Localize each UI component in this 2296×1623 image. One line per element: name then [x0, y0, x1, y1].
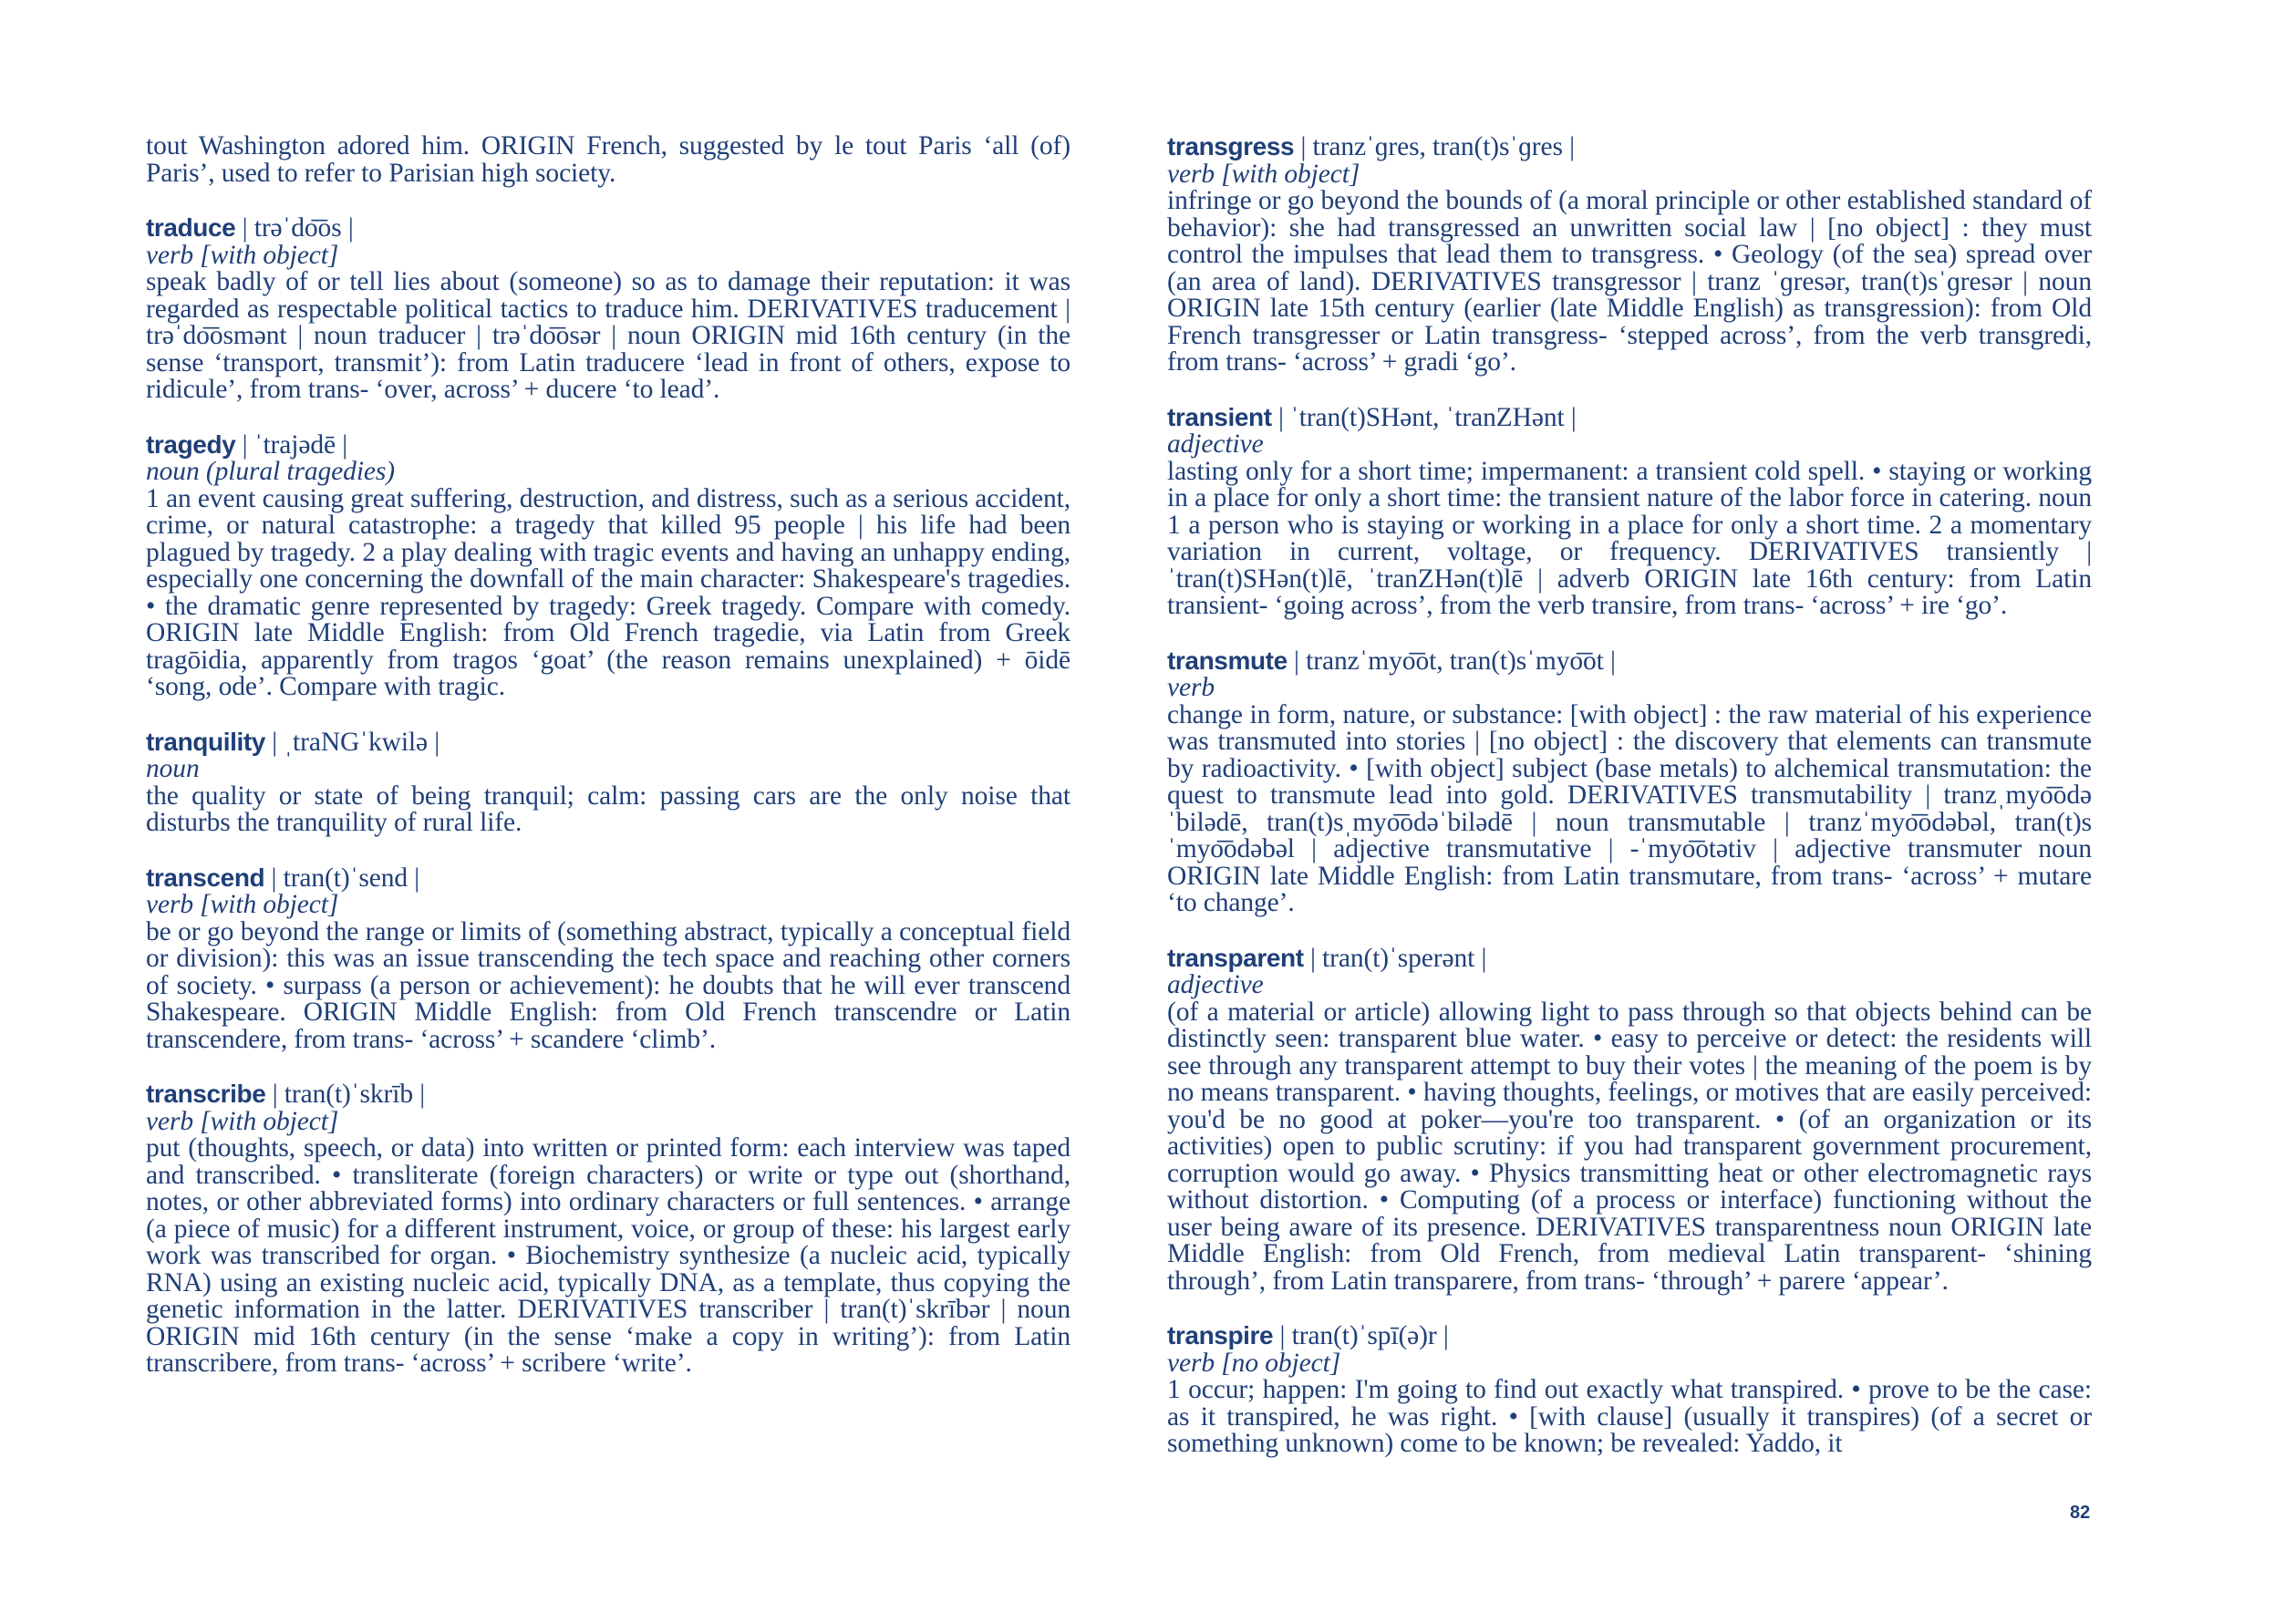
part-of-speech: verb [with object]	[1167, 159, 1360, 189]
headword: traduce	[146, 213, 236, 242]
definition: speak badly of or tell lies about (someone) so as to damage their reputation: it was regarded as respectable political tactics to traduce him. DERIVATIVES traducement | trəˈdo͞osmənt | noun traducer | trəˈdo͞osər | noun ORIGIN mid 16th century (in the sense ‘transport, transmit’): from Latin traducere ‘lead in front of others, expose to ridicule’, from trans- ‘over, across’ + ducere ‘to lead’.	[146, 267, 1070, 404]
headword: tragedy	[146, 429, 236, 459]
definition: put (thoughts, speech, or data) into written or printed form: each interview was taped and transcribed. • transliterate (foreign characters) or write or type out (shorthand, notes, or other abbreviated forms) into ordinary characters or full sentences. • arrange (a piece of music) for a different instrument, voice, or group of these: his largest early work was transcribed for organ. • Biochemistry synthesize (a nucleic acid, typically RNA) using an existing nucleic acid, typically DNA, as a template, thus copying the genetic information in the latter. DERIVATIVES transcriber | tran(t)ˈskrībər | noun ORIGIN mid 16th century (in the sense ‘make a copy in writing’): from Latin transcribere, from trans- ‘across’ + scribere ‘write’.	[146, 1133, 1070, 1378]
part-of-speech: verb [with object]	[146, 1106, 339, 1136]
pronunciation: | tran(t)ˈsend |	[271, 863, 420, 893]
dictionary-entry-tragedy	[146, 431, 1070, 701]
entry-header	[146, 1080, 1070, 1109]
pronunciation: | ˈtrajədē |	[242, 429, 348, 460]
part-of-speech: noun	[146, 754, 200, 783]
headword: transcribe	[146, 1080, 266, 1108]
pronunciation: | ˌtraNGˈkwilə |	[272, 727, 440, 757]
pronunciation: | ˈtran(t)SHənt, ˈtranZHənt |	[1277, 402, 1577, 432]
right-column	[1167, 133, 2092, 1485]
entry-header	[146, 431, 1070, 460]
pronunciation: | tran(t)ˈspī(ə)r |	[1279, 1321, 1449, 1350]
dictionary-entry-transient	[1167, 404, 2092, 620]
definition: lasting only for a short time; impermanent: a transient cold spell. • staying or working in a place for only a short time: the transient nature of the labor force in catering. noun 1 a person who is staying or working in a place for only a short time. 2 a momentary variation in current, voltage, or frequency. DERIVATIVES transiently | ˈtran(t)SHən(t)lē, ˈtranZHən(t)lē | adverb ORIGIN late 16th century: from Latin transient- ‘going across’, from the verb transire, from trans- ‘across’ + ire ‘go’.	[1167, 456, 2092, 620]
entry-header	[1167, 404, 2092, 432]
dictionary-entry-traduce	[146, 214, 1070, 404]
definition: 1 occur; happen: I'm going to find out exactly what transpired. • prove to be the case: as it transpired, he was right. • [with clause] (usually it transpires) (of a secret or something unknown) come to be known; be revealed: Yaddo, it	[1167, 1375, 2092, 1458]
pronunciation: | tranzˈmyo͞ot, tran(t)sˈmyo͞ot |	[1294, 646, 1616, 676]
entry-header	[1167, 647, 2092, 676]
entry-header	[146, 214, 1070, 243]
dictionary-entry-transcend	[146, 864, 1070, 1054]
entry-header	[146, 729, 1070, 757]
dictionary-entry-transgress	[1167, 133, 2092, 377]
headword: transmute	[1167, 646, 1288, 675]
dictionary-entry-transmute	[1167, 647, 2092, 917]
headword: tranquility	[146, 727, 265, 756]
entry-header	[1167, 1322, 2092, 1350]
page-number: 82	[2070, 1503, 2091, 1523]
part-of-speech: verb [with object]	[146, 240, 339, 270]
headword: transient	[1167, 402, 1272, 431]
headword: transgress	[1167, 132, 1295, 160]
headword: transparent	[1167, 943, 1304, 972]
definition: be or go beyond the range or limits of (something abstract, typically a conceptual field or division): this was an issue transcending the tech space and reaching other corners of society. • surpass (a person or achievement): he doubts that he will ever transcend Shakespeare. ORIGIN Middle English: from Old French transcendre or Latin transcendere, from trans- ‘across’ + scandere ‘climb’.	[146, 916, 1070, 1054]
entry-header	[146, 864, 1070, 893]
dictionary-entry-transparent	[1167, 945, 2092, 1296]
entry-header	[1167, 133, 2092, 161]
dictionary-entry-transpire	[1167, 1322, 2092, 1458]
definition: the quality or state of being tranquil; calm: passing cars are the only noise that disturbs the tranquility of rural life.	[146, 780, 1070, 837]
definition: (of a material or article) allowing light to pass through so that objects behind can be distinctly seen: transparent blue water. • easy to perceive or detect: the residents will see through any transparent attempt to buy their votes | the meaning of the poem is by no means transparent. • having thoughts, feelings, or motives that are easily perceived: you'd be no good at poker—you're too transparent. • (of an organization or its activities) open to public scrutiny: if you had transparent government procurement, corruption would go away. • Physics transmitting heat or other electromagnetic rays without distortion. • Computing (of a process or interface) functioning without the user being aware of its presence. DERIVATIVES transparentness noun ORIGIN late Middle English: from Old French, from medieval Latin transparent- ‘shining through’, from Latin transparere, from trans- ‘through’ + parere ‘appear’.	[1167, 997, 2092, 1296]
part-of-speech: verb [no object]	[1167, 1348, 1341, 1378]
part-of-speech: verb [with object]	[146, 890, 339, 919]
part-of-speech: adjective	[1167, 970, 1264, 999]
definition: change in form, nature, or substance: [with object] : the raw material of his experience was transmuted into stories | [no object] : the discovery that elements can transmute by radioactivity. • [with object] subject (base metals) to alchemical transmutation: the quest to transmute lead into gold. DERIVATIVES transmutability | tranzˌmyo͞odəˈbilədē, tran(t)sˌmyo͞odəˈbilədē | noun transmutable | tranzˈmyo͞odəbəl, tran(t)sˈmyo͞odəbəl | adjective transmutative | -ˈmyo͞otətiv | adjective transmuter noun ORIGIN late Middle English: from Latin transmutare, from trans- ‘across’ + mutare ‘to change’.	[1167, 699, 2092, 917]
entry-header	[1167, 945, 2092, 973]
headword: transcend	[146, 863, 265, 892]
left-column	[146, 133, 1070, 1405]
headword: transpire	[1167, 1321, 1274, 1349]
part-of-speech: verb	[1167, 673, 1215, 702]
pronunciation: | tran(t)ˈskrīb |	[272, 1080, 426, 1109]
continued-entry-text: tout Washington adored him. ORIGIN French, suggested by le tout Paris ‘all (of) Paris’, used to refer to Parisian high society.	[146, 131, 1070, 188]
dictionary-entry-transcribe	[146, 1080, 1070, 1378]
part-of-speech: adjective	[1167, 429, 1264, 459]
pronunciation: | tranzˈɡres, tran(t)sˈɡres |	[1300, 132, 1575, 161]
definition: infringe or go beyond the bounds of (a moral principle or other established standard of behavior): she had transgressed an unwritten social law | [no object] : they must control the impulses that lead them to transgress. • Geology (of the sea) spread over (an area of land). DERIVATIVES transgressor | tranz ˈɡresər, tran(t)sˈɡresər | noun ORIGIN late 15th century (earlier (late Middle English) as transgression): from Old French transgresser or Latin transgress- ‘stepped across’, from the verb transgredi, from trans- ‘across’ + gradi ‘go’.	[1167, 186, 2092, 377]
part-of-speech: noun (plural tragedies)	[146, 457, 396, 486]
pronunciation: | tran(t)ˈsperənt |	[1309, 943, 1487, 973]
definition: 1 an event causing great suffering, destruction, and distress, such as a serious accident, crime, or natural catastrophe: a tragedy that killed 95 people | his life had been plagued by tragedy. 2 a play dealing with tragic events and having an unhappy ending, especially one concerning the downfall of the main character: Shakespeare's tragedies. • the dramatic genre represented by tragedy: Greek tragedy. Compare with comedy. ORIGIN late Middle English: from Old French tragedie, via Latin from Greek tragōidia, apparently from tragos ‘goat’ (the reason remains unexplained) + ōidē ‘song, ode’. Compare with tragic.	[146, 483, 1070, 701]
pronunciation: | trəˈdo͞os |	[242, 213, 354, 243]
dictionary-entry-tranquility	[146, 729, 1070, 837]
